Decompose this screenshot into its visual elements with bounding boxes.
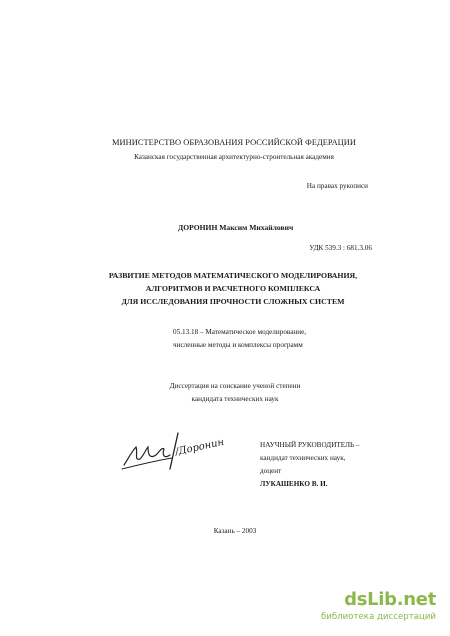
title-line-1: РАЗВИТИЕ МЕТОДОВ МАТЕМАТИЧЕСКОГО МОДЕЛИРОВАНИЯ,: [108, 271, 358, 280]
watermark: [320, 589, 436, 629]
handwritten-signature: [118, 425, 238, 475]
city-year: Казань – 2003: [213, 527, 257, 535]
author-name: ДОРОНИН Максим Михайлович: [178, 223, 294, 232]
degree-line-1: Диссертация на соискание ученой степени: [169, 382, 301, 390]
title-line-3: ДЛЯ ИССЛЕДОВАНИЯ ПРОЧНОСТИ СЛОЖНЫХ СИСТЕМ: [121, 297, 345, 306]
supervisor-degree: кандидат технических наук,: [260, 454, 346, 462]
specialty-line-2: численные методы и комплексы программ: [173, 341, 303, 349]
degree-line-2: кандидата технических наук: [191, 395, 279, 403]
supervisor-name: ЛУКАШЕНКО В. И.: [260, 480, 328, 488]
dissertation-title: [0, 269, 450, 308]
degree-statement: [0, 380, 450, 406]
specialty-line-1: 05.13.18 – Математическое моделирование,: [173, 328, 307, 336]
supervisor-block: [260, 439, 359, 491]
supervisor-rank: доцент: [260, 467, 282, 475]
udc-code: УДК 539.3 : 681.3.06: [309, 244, 372, 252]
supervisor-role: НАУЧНЫЙ РУКОВОДИТЕЛЬ –: [260, 441, 360, 449]
watermark-logo: dsLib.net: [344, 589, 436, 610]
title-line-2: АЛГОРИТМОВ И РАСЧЕТНОГО КОМПЛЕКСА: [145, 284, 321, 293]
manuscript-rights-note: На правах рукописи: [306, 182, 368, 190]
signature-text: /Доронин: [174, 436, 226, 458]
academy-name: Казанская государственная архитектурно-строительная академия: [134, 153, 334, 161]
watermark-caption: библиотека диссертаций: [320, 612, 436, 622]
specialty-block: [173, 326, 306, 352]
ministry-heading: МИНИСТЕРСТВО ОБРАЗОВАНИЯ РОССИЙСКОЙ ФЕДЕРАЦИИ: [112, 138, 356, 147]
